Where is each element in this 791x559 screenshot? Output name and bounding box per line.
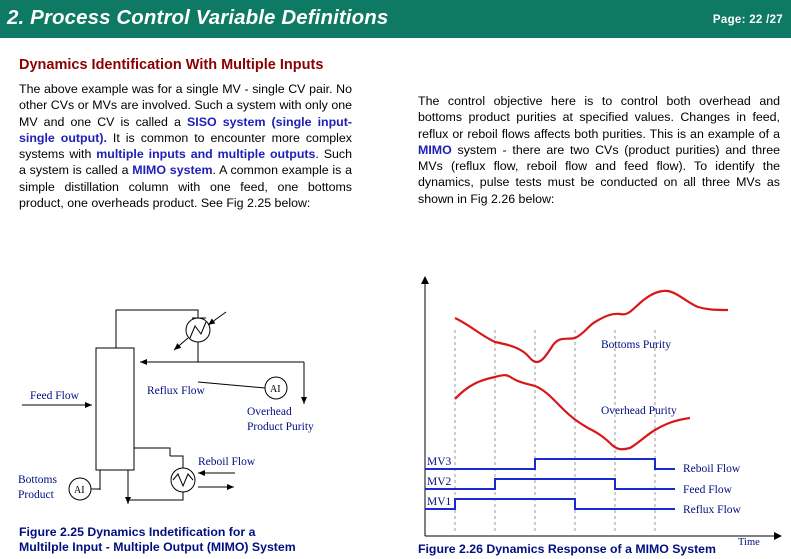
mimo-keyword-right: MIMO	[418, 142, 452, 157]
page-title: 2. Process Control Variable Definitions	[7, 6, 389, 29]
page-number: Page: 22 /27	[712, 14, 783, 26]
distillation-column	[96, 348, 134, 470]
mv2-label: MV2	[427, 476, 452, 488]
event-gridlines	[455, 330, 655, 534]
header-bar	[0, 0, 791, 38]
overhead-purity-label-2: Product Purity	[247, 421, 314, 433]
reboiler-icon	[171, 468, 195, 492]
left-paragraph: The above example was for a single MV - single CV pair. No other CVs or MVs are involved. Such a system with only one MV and one CV is called a SISO system (single input- single output). It is common to encounter more complex systems with multiple inputs and multiple outputs. Such a system is called a MIMO system. A common example is a simple distillation column with one feed, one bottoms product, one overheads product. See Fig 2.25 below:	[19, 82, 353, 211]
mv3-label: MV3	[427, 456, 452, 468]
mv1-trace	[425, 499, 675, 509]
overhead-purity-label: Overhead Purity	[601, 405, 677, 417]
bottoms-purity-trend	[455, 291, 728, 362]
bottoms-product-label-2: Product	[18, 489, 54, 501]
feed-flow-series-label: Feed Flow	[683, 484, 732, 496]
bottoms-purity-label: Bottoms Purity	[601, 339, 671, 351]
overhead-ai-label: AI	[270, 384, 281, 395]
bottoms-ai-label: AI	[74, 485, 85, 496]
siso-keyword: SISO system (single input- single output).	[19, 114, 352, 145]
fig-2-25-caption: Figure 2.25 Dynamics Indetification for a Multilple Input - Multiple Output (MIMO) System	[19, 525, 296, 554]
bottoms-product-label-1: Bottoms	[18, 474, 57, 486]
overhead-purity-label-1: Overhead	[247, 406, 292, 418]
reflux-flow-label: Reflux Flow	[147, 385, 205, 397]
fig-2-26-caption: Figure 2.26 Dynamics Response of a MIMO System	[418, 542, 716, 556]
section-title: Dynamics Identification With Multiple Inputs	[19, 57, 324, 73]
mv1-label: MV1	[427, 496, 452, 508]
mimo-keyword: multiple inputs and multiple outputs	[96, 147, 316, 162]
reflux-flow-series-label: Reflux Flow	[683, 504, 741, 516]
right-paragraph: The control objective here is to control both overhead and bottoms product purities at specified values. Changes in feed, reflux or reboil flows affects both purities. This is an example of a MIMO system - there are two CVs (product purities) and three MVs (reflux flow, reboil flow and feed flow). To identify the dynamics, pulse tests must be conducted on all three MVs as shown in Fig 2.26 below:	[418, 94, 780, 206]
time-axis-label: Time	[738, 537, 760, 548]
mv2-trace	[425, 479, 675, 489]
mimo-system-keyword: MIMO system	[132, 163, 213, 178]
fig-2-26-chart	[405, 268, 791, 550]
mv3-trace	[425, 459, 675, 469]
reboil-flow-series-label: Reboil Flow	[683, 463, 741, 475]
feed-flow-label: Feed Flow	[30, 390, 79, 402]
fig-2-25-diagram	[0, 260, 400, 525]
reboil-flow-label: Reboil Flow	[198, 456, 256, 468]
